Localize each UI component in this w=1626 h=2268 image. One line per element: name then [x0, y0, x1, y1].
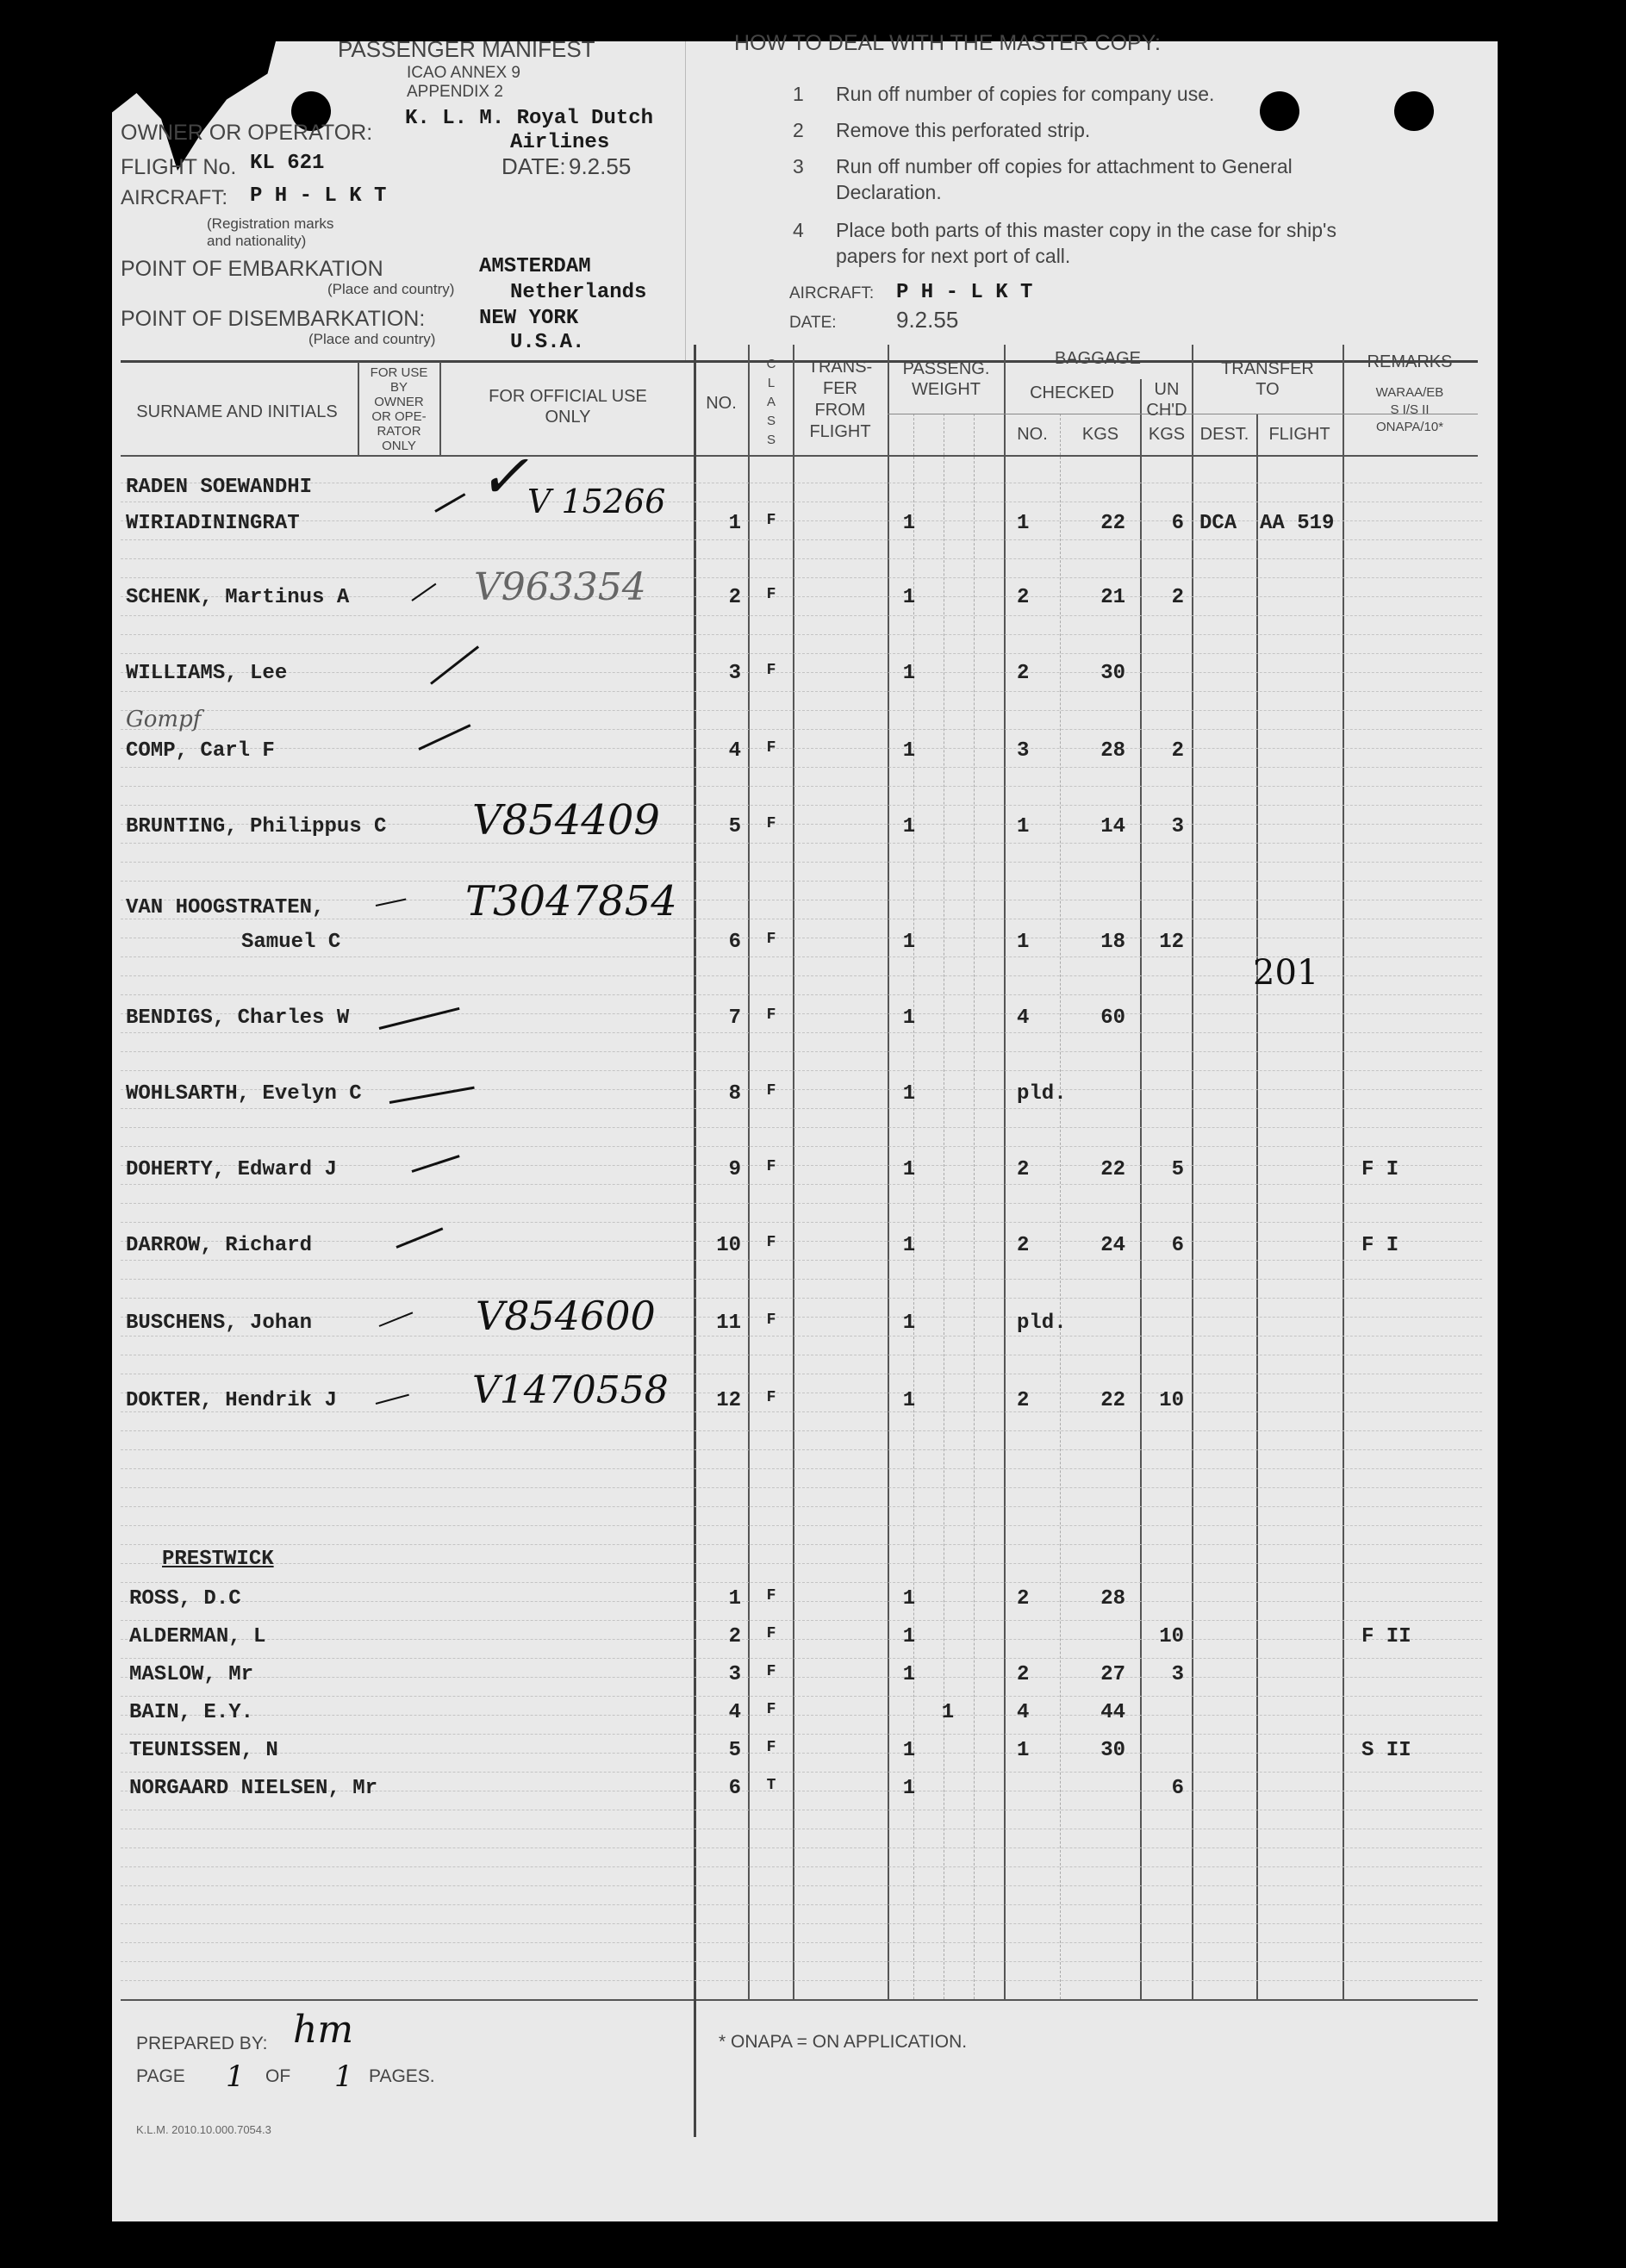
ruled-line [121, 1430, 1482, 1431]
right-date-label: DATE: [789, 314, 837, 332]
registration-note-2: and nationality) [207, 233, 307, 249]
prepared-by-initials: hm [293, 2008, 354, 2052]
official-number: V854600 [476, 1293, 656, 1339]
page-label: PAGE [136, 2066, 185, 2086]
prestwick-passenger-name: ALDERMAN, L [129, 1625, 266, 1648]
cell-unchd: 5 [1171, 1158, 1184, 1181]
checkmark-icon: ✓ [478, 441, 529, 512]
aircraft-value: P H - L K T [250, 184, 387, 208]
col-baggage: BAGGAGE [1054, 349, 1142, 368]
cell-bag-kgs: 22 [1100, 1389, 1125, 1412]
col-divider [358, 362, 359, 455]
ruled-line [121, 1241, 1482, 1242]
passenger-name: DOKTER, Hendrik J [126, 1389, 337, 1412]
prestwick-passenger-name: MASLOW, Mr [129, 1663, 254, 1686]
passenger-name: SCHENK, Martinus A [126, 586, 350, 609]
cell-bag-kgs: 30 [1100, 662, 1125, 685]
passenger-name-cont: Samuel C [241, 931, 341, 954]
manifest-title: PASSENGER MANIFEST [338, 36, 595, 62]
col-bag-no: NO. [1017, 425, 1048, 444]
prestwick-cell-no: 5 [728, 1739, 741, 1762]
cell-bag-no: 1 [1017, 512, 1030, 535]
col-transfer-from: TRANS- FER FROM FLIGHT [807, 358, 873, 441]
ruled-line [121, 1203, 1482, 1204]
ruled-line [121, 1260, 1482, 1261]
cell-bag-no: pld. [1017, 1312, 1067, 1335]
ruled-line [121, 1620, 1482, 1621]
onapa-note: * ONAPA = ON APPLICATION. [719, 2032, 968, 2052]
instruction-2-num: 2 [793, 119, 804, 141]
col-remarks-codes: WARAA/EB S I/S II ONAPA/10* [1375, 385, 1444, 434]
prestwick-passenger-name: NORGAARD NIELSEN, Mr [129, 1777, 378, 1800]
prestwick-cell-class: F [766, 1663, 776, 1680]
cell-unchd: 2 [1171, 739, 1184, 763]
cell-unchd: 10 [1159, 1389, 1184, 1412]
instruction-4-num: 4 [793, 219, 804, 241]
name-annotation: Gompf [126, 707, 202, 732]
prepared-by-label: PREPARED BY: [136, 2034, 268, 2053]
col-divider [1343, 345, 1344, 1999]
prestwick-cell-bag-kgs: 27 [1100, 1663, 1125, 1686]
passenger-name: DARROW, Richard [126, 1234, 313, 1257]
official-number: V854409 [472, 796, 660, 844]
punch-hole [1260, 91, 1299, 131]
cell-remarks: F I [1361, 1158, 1399, 1181]
ruled-line [121, 1847, 1482, 1848]
cell-no: 9 [728, 1158, 741, 1181]
passenger-name: RADEN SOEWANDHI [126, 476, 313, 499]
cell-remarks: F I [1361, 1234, 1399, 1257]
cell-class: F [766, 1082, 776, 1100]
ruled-line [121, 1051, 1482, 1052]
cell-no: 8 [728, 1082, 741, 1106]
prestwick-cell-weight: 1 [902, 1663, 916, 1686]
instruction-3-num: 3 [793, 155, 804, 178]
ruled-line [121, 1866, 1482, 1867]
flight-value: KL 621 [250, 152, 325, 175]
cell-bag-kgs: 14 [1100, 815, 1125, 838]
ruled-line [121, 672, 1482, 673]
cell-unchd: 6 [1171, 512, 1184, 535]
cell-unchd: 2 [1171, 586, 1184, 609]
ruled-line [121, 729, 1482, 730]
cell-weight: 1 [902, 1006, 916, 1030]
ruled-line [121, 1658, 1482, 1659]
col-transfer-to: TRANSFER TO [1221, 359, 1314, 399]
instruction-4: Place both parts of this master copy in the case for ship's [836, 219, 1336, 241]
cell-no: 12 [716, 1389, 741, 1412]
owner-value-2: Airlines [510, 131, 610, 154]
cell-class: F [766, 815, 776, 832]
cell-bag-no: 1 [1017, 931, 1030, 954]
date-label: DATE: [502, 153, 566, 179]
ruled-line [121, 881, 1482, 882]
prestwick-heading: PRESTWICK [162, 1548, 274, 1571]
owner-label: OWNER OR OPERATOR: [121, 121, 373, 145]
passenger-name: BRUNTING, Philippus C [126, 815, 387, 838]
ruled-line [121, 1298, 1482, 1299]
cell-class: F [766, 739, 776, 757]
col-divider [1192, 345, 1193, 1999]
instruction-3-cont: Declaration. [836, 181, 942, 203]
col-divider [793, 345, 794, 1999]
prestwick-cell-bag-kgs: 28 [1100, 1587, 1125, 1611]
prestwick-cell-bag-no: 2 [1017, 1663, 1030, 1686]
cell-no: 1 [728, 512, 741, 535]
ruled-line [121, 1127, 1482, 1128]
prestwick-cell-unchd: 6 [1171, 1777, 1184, 1800]
cell-bag-kgs: 22 [1100, 512, 1125, 535]
cell-unchd: 12 [1159, 931, 1184, 954]
form-code: K.L.M. 2010.10.000.7054.3 [136, 2123, 271, 2136]
col-owner-use: FOR USE BY OWNER OR OPE- RATOR ONLY [370, 365, 428, 453]
cell-bag-no: 2 [1017, 1389, 1030, 1412]
date-value: 9.2.55 [569, 153, 632, 179]
cell-weight: 1 [902, 1082, 916, 1106]
embarkation-note: (Place and country) [327, 281, 455, 297]
col-official-use: FOR OFFICIAL USE ONLY [489, 387, 647, 427]
table-bottom-rule [121, 1999, 1478, 2001]
cell-dest: DCA [1199, 512, 1237, 535]
cell-bag-no: 3 [1017, 739, 1030, 763]
cell-class: F [766, 512, 776, 529]
ruled-line [121, 1961, 1482, 1962]
ruled-line [121, 1146, 1482, 1147]
icao-annex: ICAO ANNEX 9 [407, 64, 520, 82]
right-date-value: 9.2.55 [896, 307, 959, 333]
cell-class: F [766, 1389, 776, 1406]
aircraft-label: AIRCRAFT: [121, 186, 228, 209]
flight-label: FLIGHT No. [121, 155, 237, 179]
header-divider [685, 41, 686, 362]
ruled-line [121, 1487, 1482, 1488]
ruled-line [121, 1506, 1482, 1507]
cell-no: 10 [716, 1234, 741, 1257]
embarkation-label: POINT OF EMBARKATION [121, 257, 383, 281]
prestwick-cell-remarks: F II [1361, 1625, 1411, 1648]
prestwick-passenger-name: BAIN, E.Y. [129, 1701, 254, 1724]
instruction-4-cont: papers for next port of call. [836, 245, 1071, 267]
cell-unchd: 6 [1171, 1234, 1184, 1257]
cell-flight: AA 519 [1260, 512, 1335, 535]
prestwick-cell-no: 4 [728, 1701, 741, 1724]
ruled-line [121, 1980, 1482, 1981]
ruled-line [121, 1734, 1482, 1735]
cell-bag-kgs: 21 [1100, 586, 1125, 609]
col-divider [439, 362, 441, 455]
cell-class: F [766, 662, 776, 679]
official-number: T3047854 [465, 877, 677, 925]
passenger-name: DOHERTY, Edward J [126, 1158, 337, 1181]
col-class: C L A S S [766, 357, 776, 447]
cell-bag-kgs: 18 [1100, 931, 1125, 954]
right-aircraft-label: AIRCRAFT: [789, 284, 875, 302]
cell-weight: 1 [902, 1234, 916, 1257]
disembarkation-value: NEW YORK [479, 307, 579, 330]
passenger-name-cont: WIRIADININGRAT [126, 512, 300, 535]
cell-weight: 1 [902, 815, 916, 838]
prestwick-cell-no: 6 [728, 1777, 741, 1800]
owner-value: K. L. M. Royal Dutch [405, 107, 654, 130]
col-divider [1140, 379, 1142, 1999]
ruled-line [121, 1032, 1482, 1033]
prestwick-cell-unchd: 10 [1159, 1625, 1184, 1648]
col-bag-kgs: KGS [1081, 425, 1119, 444]
cell-bag-no: 4 [1017, 1006, 1030, 1030]
official-number: V963354 [474, 565, 646, 609]
ruled-line [121, 558, 1482, 559]
ruled-line [121, 1544, 1482, 1545]
instruction-1: Run off number of copies for company use. [836, 83, 1215, 105]
col-divider [1256, 414, 1258, 1999]
col-remarks: REMARKS [1367, 352, 1453, 371]
ruled-line [121, 1885, 1482, 1886]
ruled-line [121, 786, 1482, 787]
ruled-line [121, 577, 1482, 578]
cell-class: F [766, 1234, 776, 1251]
prestwick-passenger-name: ROSS, D.C [129, 1587, 241, 1611]
col-no: NO. [706, 394, 737, 413]
ruled-line [121, 843, 1482, 844]
prestwick-cell-remarks: S II [1361, 1739, 1411, 1762]
ruled-line [121, 691, 1482, 692]
disembarkation-country: U.S.A. [510, 331, 585, 354]
col-dest: DEST. [1199, 425, 1249, 444]
cell-no: 7 [728, 1006, 741, 1030]
col-unchd-kgs: KGS [1148, 425, 1186, 444]
page-total: 1 [334, 2059, 353, 2094]
pages-label: PAGES. [369, 2066, 435, 2086]
prestwick-cell-bag-kgs: 44 [1100, 1701, 1125, 1724]
embarkation-country: Netherlands [510, 281, 647, 304]
cell-weight: 1 [902, 1389, 916, 1412]
ruled-line [121, 1563, 1482, 1564]
prestwick-cell-bag-no: 2 [1017, 1587, 1030, 1611]
cell-class: F [766, 1158, 776, 1175]
col-divider [748, 345, 750, 1999]
prestwick-cell-unchd: 3 [1171, 1663, 1184, 1686]
ruled-line [121, 1696, 1482, 1697]
right-aircraft-value: P H - L K T [896, 281, 1033, 304]
ruled-line [121, 1108, 1482, 1109]
cell-bag-no: 2 [1017, 1158, 1030, 1181]
ruled-line [121, 539, 1482, 540]
cell-weight: 1 [902, 512, 916, 535]
cell-no: 5 [728, 815, 741, 838]
ruled-line [121, 1222, 1482, 1223]
prestwick-cell-class: F [766, 1701, 776, 1718]
ruled-line [121, 653, 1482, 654]
embarkation-value: AMSTERDAM [479, 255, 591, 278]
prestwick-cell-no: 3 [728, 1663, 741, 1686]
ruled-line [121, 1184, 1482, 1185]
passenger-name: BENDIGS, Charles W [126, 1006, 350, 1030]
cell-weight: 1 [902, 662, 916, 685]
punch-hole [1394, 91, 1434, 131]
prestwick-cell-class: F [766, 1625, 776, 1642]
cell-weight: 1 [902, 586, 916, 609]
prestwick-cell-weight: 1 [902, 1777, 916, 1800]
cell-no: 6 [728, 931, 741, 954]
cell-no: 2 [728, 586, 741, 609]
official-number: V 15266 [527, 483, 666, 520]
prestwick-cell-class: F [766, 1739, 776, 1756]
cell-bag-no: 2 [1017, 662, 1030, 685]
stamp-number: 201 [1253, 953, 1319, 993]
ruled-line [121, 1279, 1482, 1280]
passenger-name: WOHLSARTH, Evelyn C [126, 1082, 362, 1106]
prestwick-cell-weight: 1 [902, 1625, 916, 1648]
col-surname: SURNAME AND INITIALS [136, 402, 338, 421]
col-divider [1004, 345, 1006, 1999]
cell-bag-no: 2 [1017, 1234, 1030, 1257]
ruled-line [121, 1070, 1482, 1071]
passenger-name: BUSCHENS, Johan [126, 1312, 313, 1335]
ruled-line [121, 1468, 1482, 1469]
cell-unchd: 3 [1171, 815, 1184, 838]
ruled-line [121, 615, 1482, 616]
official-number: V1470558 [472, 1368, 669, 1412]
cell-bag-kgs: 22 [1100, 1158, 1125, 1181]
cell-weight: 1 [902, 1158, 916, 1181]
col-flight: FLIGHT [1268, 425, 1330, 444]
disembarkation-label: POINT OF DISEMBARKATION: [121, 307, 426, 331]
appendix-label: APPENDIX 2 [407, 83, 503, 101]
col-divider-thin [974, 414, 975, 1999]
passenger-name: COMP, Carl F [126, 739, 275, 763]
ruled-line [121, 1942, 1482, 1943]
passenger-name: WILLIAMS, Lee [126, 662, 288, 685]
cell-class: F [766, 931, 776, 948]
ruled-line [121, 634, 1482, 635]
ruled-line [121, 1525, 1482, 1526]
ruled-line [121, 1904, 1482, 1905]
cell-bag-kgs: 24 [1100, 1234, 1125, 1257]
ruled-line [121, 767, 1482, 768]
ruled-line [121, 1449, 1482, 1450]
ruled-line [121, 862, 1482, 863]
ruled-line [121, 710, 1482, 711]
prestwick-cell-bag-no: 1 [1017, 1739, 1030, 1762]
of-label: OF [265, 2066, 291, 2086]
prestwick-passenger-name: TEUNISSEN, N [129, 1739, 278, 1762]
col-checked: CHECKED [1030, 383, 1114, 402]
instruction-2: Remove this perforated strip. [836, 119, 1091, 141]
cell-bag-no: 2 [1017, 586, 1030, 609]
cell-class: F [766, 1006, 776, 1024]
ruled-line [121, 1582, 1482, 1583]
ruled-line [121, 805, 1482, 806]
cell-class: F [766, 1312, 776, 1329]
cell-bag-no: 1 [1017, 815, 1030, 838]
disembarkation-note: (Place and country) [308, 331, 436, 347]
prestwick-cell-no: 2 [728, 1625, 741, 1648]
prestwick-cell-weight: 1 [941, 1701, 955, 1724]
ruled-line [121, 994, 1482, 995]
table-header-rule [121, 455, 1478, 457]
ruled-line [121, 1317, 1482, 1318]
prestwick-cell-bag-no: 4 [1017, 1701, 1030, 1724]
cell-weight: 1 [902, 931, 916, 954]
passenger-name: VAN HOOGSTRATEN, [126, 896, 325, 919]
cell-class: F [766, 586, 776, 603]
ruled-line [121, 1772, 1482, 1773]
instruction-1-num: 1 [793, 83, 804, 105]
registration-note: (Registration marks [207, 215, 334, 232]
cell-bag-kgs: 28 [1100, 739, 1125, 763]
cell-weight: 1 [902, 1312, 916, 1335]
cell-bag-kgs: 60 [1100, 1006, 1125, 1030]
instruction-3: Run off number off copies for attachment to General [836, 155, 1293, 178]
col-passeng-weight: PASSENG. WEIGHT [902, 359, 990, 399]
cell-no: 3 [728, 662, 741, 685]
prestwick-cell-no: 1 [728, 1587, 741, 1611]
cell-bag-no: pld. [1017, 1082, 1067, 1106]
ruled-line [121, 748, 1482, 749]
col-unchd: UN CH'D [1146, 380, 1187, 420]
cell-no: 11 [716, 1312, 741, 1335]
cell-no: 4 [728, 739, 741, 763]
instructions-title: HOW TO DEAL WITH THE MASTER COPY: [734, 31, 1161, 55]
prestwick-cell-class: T [766, 1777, 776, 1794]
prestwick-cell-weight: 1 [902, 1587, 916, 1611]
page-number: 1 [226, 2059, 245, 2094]
prestwick-cell-class: F [766, 1587, 776, 1604]
col-divider [888, 345, 889, 1999]
cell-weight: 1 [902, 739, 916, 763]
ruled-line [121, 1923, 1482, 1924]
prestwick-cell-bag-kgs: 30 [1100, 1739, 1125, 1762]
prestwick-cell-weight: 1 [902, 1739, 916, 1762]
